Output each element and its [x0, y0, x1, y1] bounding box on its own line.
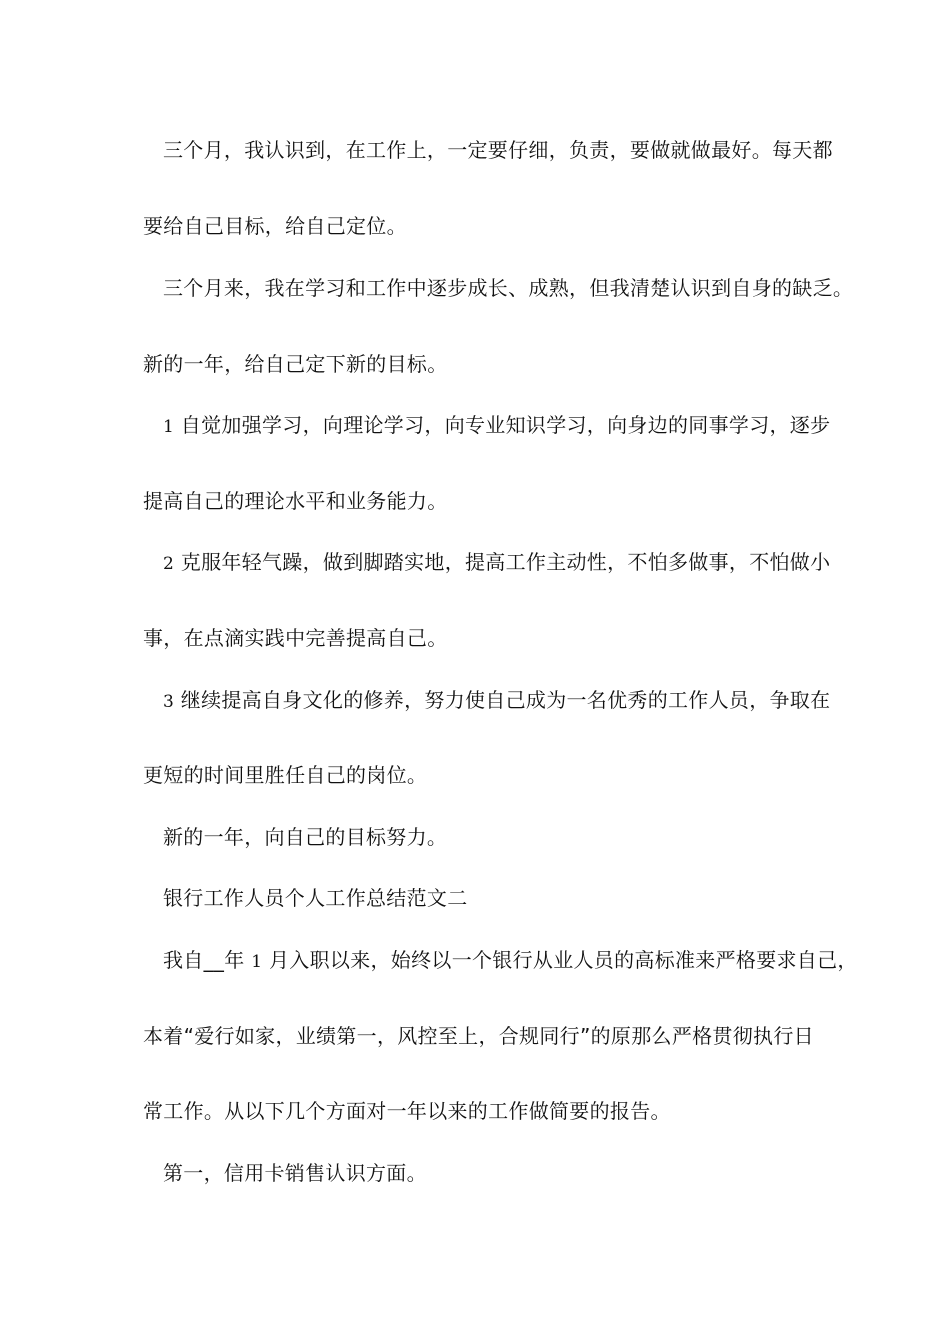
text: 自觉加强学习，向理论学习，向专业知识学习，向身边的同事学习，逐步: [180, 413, 831, 437]
text: 我自: [163, 948, 204, 972]
paragraph-line: [143, 1022, 823, 1050]
paragraph-line: [163, 946, 858, 976]
paragraph-line: [143, 1097, 823, 1125]
paragraph-line: [143, 761, 823, 789]
paragraph-line: [143, 350, 823, 378]
text: 克服年轻气躁，做到脚踏实地，提高工作主动性，不怕多做事，不怕做小: [180, 550, 831, 574]
paragraph-line: [163, 411, 843, 441]
text: 继续提高自身文化的修养，努力使自己成为一名优秀的工作人员，争取在: [180, 688, 831, 712]
text: 事，在点滴实践中完善提高自己。: [143, 626, 448, 650]
list-number: 2: [163, 554, 175, 574]
text: 新的一年，向自己的目标努力。: [163, 825, 448, 849]
text: 银行工作人员个人工作总结范文二: [163, 886, 468, 910]
paragraph-line: [163, 1159, 843, 1187]
paragraph-line: [143, 487, 823, 515]
paragraph-line: [163, 136, 843, 164]
text: 第一，信用卡销售认识方面。: [163, 1161, 427, 1185]
paragraph-line: [143, 624, 823, 652]
paragraph-line: [163, 548, 843, 578]
text: 三个月来，我在学习和工作中逐步成长、成熟，但我清楚认识到自身的缺乏。: [163, 276, 854, 300]
text: 常工作。从以下几个方面对一年以来的工作做简要的报告。: [143, 1099, 671, 1123]
text: 提高自己的理论水平和业务能力。: [143, 489, 448, 513]
paragraph-line: [163, 823, 843, 851]
blank-year: __: [203, 948, 225, 972]
paragraph-line: [143, 212, 823, 240]
text: 本着“爱行如家，业绩第一，风控至上，合规同行”的原那么严格贯彻执行日: [143, 1024, 814, 1048]
text: 要给自己目标，给自己定位。: [143, 214, 407, 238]
month-number: 1: [251, 952, 263, 972]
section-heading: [163, 884, 843, 912]
paragraph-line: [163, 686, 843, 716]
list-number: 1: [163, 417, 175, 437]
text: 月入职以来，始终以一个银行从业人员的高标准来严格要求自己，: [269, 948, 858, 972]
text: 新的一年，给自己定下新的目标。: [143, 352, 448, 376]
list-number: 3: [163, 692, 175, 712]
paragraph-line: [163, 274, 854, 302]
text: 三个月，我认识到，在工作上，一定要仔细，负责，要做就做最好。每天都: [163, 138, 833, 162]
text: 年: [224, 948, 245, 972]
text: 更短的时间里胜任自己的岗位。: [143, 763, 428, 787]
